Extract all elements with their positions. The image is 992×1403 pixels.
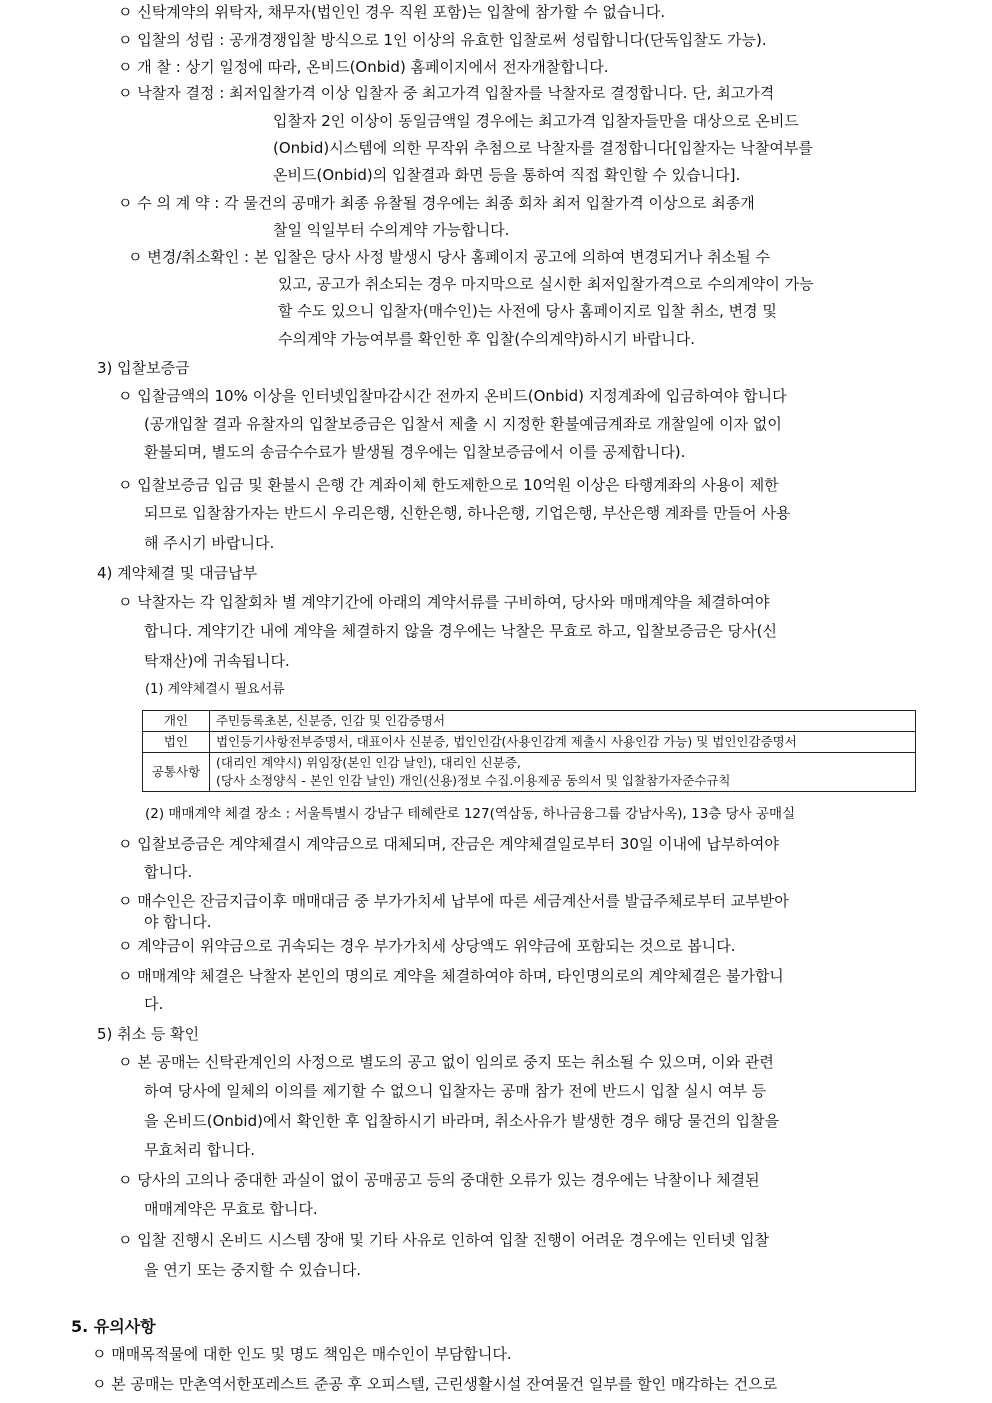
- table-row: [143, 732, 916, 753]
- table-cell-docs: 법인등기사항전부증명서, 대표이사 신분증, 법인인감(사용인감계 제출시 사용인감 가능) 및 법인인감증명서: [210, 732, 916, 753]
- required-docs-heading: (1) 계약체결시 필요서류: [145, 682, 285, 697]
- cancel-item-cont: 을 연기 또는 중지할 수 있습니다.: [144, 1261, 361, 1279]
- private-contract-cont: 찰일 익일부터 수의계약 가능합니다.: [273, 221, 510, 239]
- contract-item-cont: 다.: [144, 995, 164, 1013]
- contract-location: (2) 매매계약 체결 장소 : 서울특별시 강남구 테헤란로 127(역삼동, 하나금융그룹 강남사옥), 13층 당사 공매실: [145, 806, 796, 822]
- contract-item: ㅇ 계약금이 위약금으로 귀속되는 경우 부가가치세 상당액도 위약금에 포함되는 것으로 봅니다.: [118, 937, 736, 955]
- deposit-item-cont: 되므로 입찰참가자는 반드시 우리은행, 신한은행, 하나은행, 기업은행, 부산은행 계좌를 만들어 사용: [144, 504, 791, 522]
- section-heading-cancel: 5) 취소 등 확인: [97, 1025, 200, 1043]
- section-heading-deposit: 3) 입찰보증금: [97, 359, 190, 377]
- change-cancel-check: ㅇ 변경/취소확인 : 본 입찰은 당사 사정 발생시 당사 홈페이지 공고에 의하여 변경되거나 취소될 수: [128, 248, 770, 266]
- deposit-item: ㅇ 입찰금액의 10% 이상을 인터넷입찰마감시간 전까지 온비드(Onbid) 지정계좌에 입금하여야 합니다: [118, 387, 787, 405]
- table-cell-type: 법인: [143, 732, 210, 753]
- private-contract: ㅇ 수 의 계 약 : 각 물건의 공매가 최종 유찰될 경우에는 최종 회차 최저 입찰가격 이상으로 최종개: [118, 194, 755, 212]
- bid-formation: ㅇ 입찰의 성립 : 공개경쟁입찰 방식으로 1인 이상의 유효한 입찰로써 성립합니다(단독입찰도 가능).: [118, 31, 767, 49]
- table-cell-line: (당사 소정양식 - 본인 인감 날인) 개인(신용)정보 수집.이용제공 동의서 및 입찰참가자준수규칙: [216, 773, 731, 788]
- table-cell-line: (대리인 계약시) 위임장(본인 인감 날인), 대리인 신분증,: [216, 755, 521, 770]
- notes-item: ㅇ 본 공매는 만촌역서한포레스트 준공 후 오피스텔, 근린생활시설 잔여물건 일부를 할인 매각하는 건으로: [92, 1375, 778, 1393]
- bidder-restriction: ㅇ 신탁계약의 위탁자, 채무자(법인인 경우 직원 포함)는 입찰에 참가할 수 없습니다.: [118, 3, 666, 21]
- winner-decision-cont: (Onbid)시스템에 의한 무작위 추첨으로 낙찰자를 결정합니다[입찰자는 낙찰여부를: [273, 139, 813, 157]
- cancel-item-cont: 을 온비드(Onbid)에서 확인한 후 입찰하시기 바라며, 취소사유가 발생한 경우 해당 물건의 입찰을: [144, 1112, 780, 1130]
- deposit-item-cont: (공개입찰 결과 유찰자의 입찰보증금은 입찰서 제출 시 지정한 환불예금계좌로 개찰일에 이자 없이: [144, 415, 782, 433]
- contract-item: ㅇ 낙찰자는 각 입찰회차 별 계약기간에 아래의 계약서류를 구비하여, 당사와 매매계약을 체결하여야: [118, 593, 770, 611]
- cancel-item-cont: 매매계약은 무효로 합니다.: [144, 1200, 318, 1218]
- table-cell-docs: 주민등록초본, 신분증, 인감 및 인감증명서: [210, 711, 916, 732]
- contract-item-cont: 합니다. 계약기간 내에 계약을 체결하지 않을 경우에는 낙찰은 무효로 하고, 입찰보증금은 당사(신: [144, 622, 777, 640]
- change-cancel-cont: 할 수도 있으니 입찰자(매수인)는 사전에 당사 홈페이지로 입찰 취소, 변경 및: [278, 302, 777, 320]
- contract-item: ㅇ 입찰보증금은 계약체결시 계약금으로 대체되며, 잔금은 계약체결일로부터 30일 이내에 납부하여야: [118, 835, 779, 853]
- deposit-item: ㅇ 입찰보증금 입금 및 환불시 은행 간 계좌이체 한도제한으로 10억원 이상은 타행계좌의 사용이 제한: [118, 476, 779, 494]
- winner-decision-cont: 온비드(Onbid)의 입찰결과 화면 등을 통하여 직접 확인할 수 있습니다].: [273, 166, 741, 184]
- contract-item-cont: 합니다.: [144, 863, 193, 881]
- contract-item: ㅇ 매수인은 잔금지급이후 매매대금 중 부가가치세 납부에 따른 세금계산서를 발급주체로부터 교부받아: [118, 892, 789, 910]
- contract-item-cont: 탁재산)에 귀속됩니다.: [144, 652, 290, 670]
- notes-item: ㅇ 매매목적물에 대한 인도 및 명도 책임은 매수인이 부담합니다.: [92, 1345, 512, 1363]
- section-heading-contract: 4) 계약체결 및 대금납부: [97, 564, 258, 582]
- cancel-item-cont: 하여 당사에 일체의 이의를 제기할 수 없으니 입찰자는 공매 참가 전에 반드시 입찰 실시 여부 등: [144, 1082, 767, 1100]
- cancel-item: ㅇ 입찰 진행시 온비드 시스템 장애 및 기타 사유로 인하여 입찰 진행이 어려운 경우에는 인터넷 입찰: [118, 1231, 770, 1249]
- change-cancel-cont: 수의계약 가능여부를 확인한 후 입찰(수의계약)하시기 바랍니다.: [278, 330, 696, 348]
- table-cell-type: 개인: [143, 711, 210, 732]
- table-row: [143, 753, 916, 792]
- table-cell-type: 공통사항: [143, 753, 210, 792]
- table-row: [143, 711, 916, 732]
- contract-item: ㅇ 매매계약 체결은 낙찰자 본인의 명의로 계약을 체결하여야 하며, 타인명의로의 계약체결은 불가합니: [118, 967, 784, 985]
- section-title-notes: 5. 유의사항: [71, 1317, 156, 1336]
- required-docs-table: [142, 710, 916, 792]
- cancel-item: ㅇ 본 공매는 신탁관계인의 사정으로 별도의 공고 없이 임의로 중지 또는 취소될 수 있으며, 이와 관련: [118, 1053, 774, 1071]
- deposit-item-cont: 환불되며, 별도의 송금수수료가 발생될 경우에는 입찰보증금에서 이를 공제합니다).: [144, 443, 686, 461]
- cancel-item-cont: 무효처리 합니다.: [144, 1141, 255, 1159]
- contract-item-cont: 야 합니다.: [144, 913, 212, 931]
- deposit-item-cont: 해 주시기 바랍니다.: [144, 534, 275, 552]
- change-cancel-cont: 있고, 공고가 취소되는 경우 마지막으로 실시한 최저입찰가격으로 수의계약이 가능: [278, 275, 814, 293]
- table-cell-docs: [210, 753, 916, 792]
- winner-decision-cont: 입찰자 2인 이상이 동일금액일 경우에는 최고가격 입찰자들만을 대상으로 온비드: [273, 112, 799, 130]
- winner-decision: ㅇ 낙찰자 결정 : 최저입찰가격 이상 입찰자 중 최고가격 입찰자를 낙찰자로 결정합니다. 단, 최고가격: [118, 84, 775, 102]
- cancel-item: ㅇ 당사의 고의나 중대한 과실이 없이 공매공고 등의 중대한 오류가 있는 경우에는 낙찰이나 체결된: [118, 1171, 760, 1189]
- bid-opening: ㅇ 개 찰 : 상기 일정에 따라, 온비드(Onbid) 홈페이지에서 전자개찰합니다.: [118, 58, 609, 76]
